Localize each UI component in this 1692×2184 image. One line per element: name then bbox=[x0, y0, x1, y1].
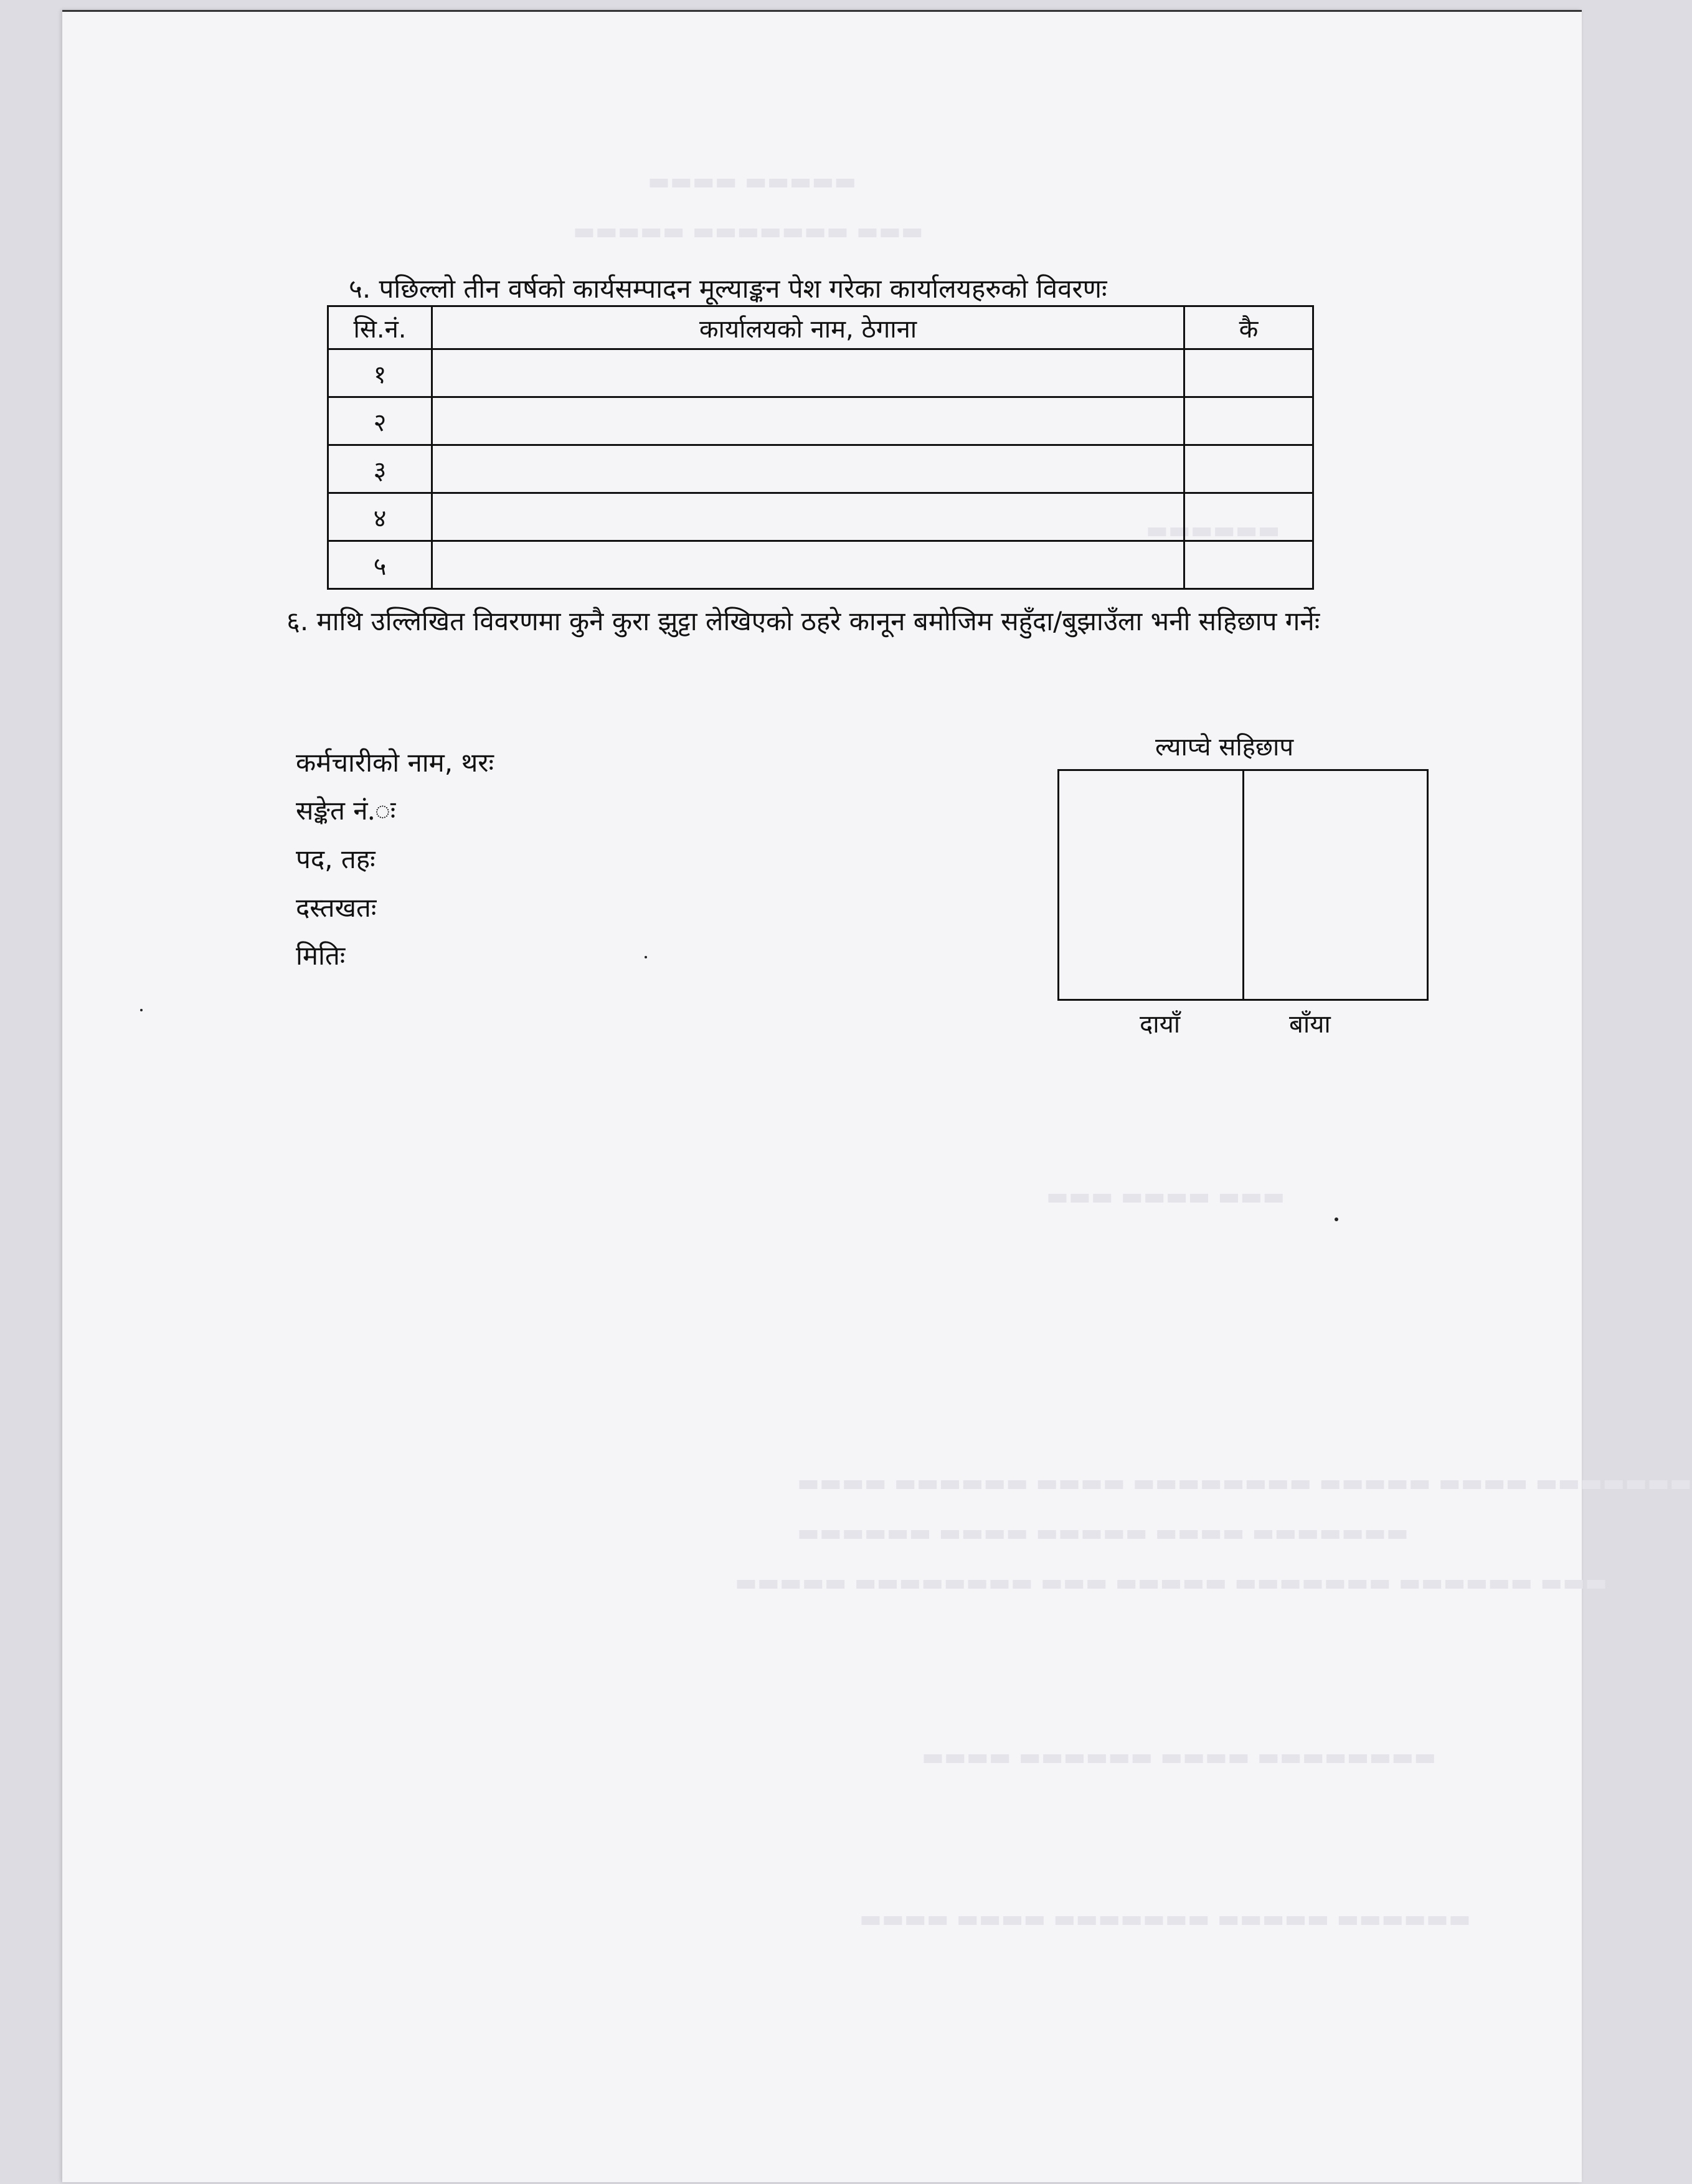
bleed-through-text: ▬▬▬▬ ▬▬▬▬ ▬▬▬▬▬▬▬ ▬▬▬▬▬ ▬▬▬▬▬▬ bbox=[859, 1905, 1471, 1932]
office-name-cell[interactable] bbox=[432, 445, 1184, 493]
serial-cell: १ bbox=[328, 349, 432, 397]
office-name-cell[interactable] bbox=[432, 541, 1184, 589]
bleed-through-text: ▬▬▬▬▬▬ ▬▬▬▬ ▬▬▬▬▬ ▬▬▬▬ ▬▬▬▬▬▬▬ bbox=[797, 1519, 1409, 1546]
section-6-declaration: ६. माथि उल्लिखित विवरणमा कुनै कुरा झुट्टा लेखिएको ठहरे कानून बमोजिम सहुँदा/बुझाउँला भनी सहिछाप गर्नेः bbox=[286, 606, 1320, 636]
table-row bbox=[328, 493, 1313, 541]
table-row bbox=[328, 445, 1313, 493]
bleed-through-text: ▬▬▬ ▬▬▬▬ ▬▬▬ bbox=[1046, 1183, 1285, 1210]
column-header-office-name-address: कार्यालयको नाम, ठेगाना bbox=[432, 306, 1184, 349]
left-thumb-label: बाँया bbox=[1289, 1010, 1331, 1039]
scan-speck bbox=[645, 956, 647, 958]
thumbprint-title: ल्याप्चे सहिछाप bbox=[1155, 733, 1294, 762]
remarks-cell[interactable] bbox=[1184, 349, 1313, 397]
remarks-cell[interactable] bbox=[1184, 445, 1313, 493]
office-name-cell[interactable] bbox=[432, 349, 1184, 397]
remarks-cell[interactable] bbox=[1184, 397, 1313, 445]
code-number-label: सङ्केत नं.ः bbox=[296, 795, 396, 826]
scan-speck bbox=[140, 1009, 143, 1011]
signature-label: दस्तखतः bbox=[296, 892, 377, 923]
serial-cell: ४ bbox=[328, 493, 432, 541]
section-5-heading: ५. पछिल्लो तीन वर्षको कार्यसम्पादन मूल्याङ्कन पेश गरेका कार्यालयहरुको विवरणः bbox=[349, 273, 1107, 304]
bleed-through-text: ▬▬▬▬ ▬▬▬▬▬▬ ▬▬▬▬ ▬▬▬▬▬▬▬▬ ▬▬▬▬▬ ▬▬▬▬ ▬▬▬▬▬▬▬ bbox=[797, 1469, 1692, 1496]
employee-name-label: कर्मचारीको नाम, थरः bbox=[296, 747, 494, 778]
bleed-through-text: ▬▬▬▬ ▬▬▬▬▬ bbox=[648, 168, 857, 195]
right-thumb-cell bbox=[1059, 771, 1242, 999]
remarks-cell[interactable] bbox=[1184, 541, 1313, 589]
remarks-cell[interactable] bbox=[1184, 493, 1313, 541]
left-thumb-cell bbox=[1242, 771, 1427, 999]
office-name-cell[interactable] bbox=[432, 397, 1184, 445]
table-row bbox=[328, 349, 1313, 397]
table-row bbox=[328, 541, 1313, 589]
column-header-remarks: कै bbox=[1184, 306, 1313, 349]
table-header-row bbox=[328, 306, 1313, 349]
post-level-label: पद, तहः bbox=[296, 844, 376, 874]
offices-table bbox=[327, 305, 1314, 590]
bleed-through-text: ▬▬▬▬▬ ▬▬▬▬▬▬▬ ▬▬▬ bbox=[573, 217, 924, 245]
bleed-through-text: ▬▬▬▬▬ ▬▬▬▬▬▬▬▬ ▬▬▬ ▬▬▬▬▬ ▬▬▬▬▬▬▬ ▬▬▬▬▬▬ ▬▬▬ bbox=[735, 1569, 1607, 1596]
date-label: मितिः bbox=[296, 940, 346, 971]
bleed-through-text: ▬▬▬▬▬▬ bbox=[1146, 516, 1280, 544]
scan-speck bbox=[1335, 1217, 1338, 1221]
table-row bbox=[328, 397, 1313, 445]
office-name-cell[interactable] bbox=[432, 493, 1184, 541]
serial-cell: ५ bbox=[328, 541, 432, 589]
thumbprint-box bbox=[1057, 769, 1429, 1001]
right-thumb-label: दायाँ bbox=[1140, 1010, 1181, 1039]
column-header-serial: सि.नं. bbox=[328, 306, 432, 349]
bleed-through-text: ▬▬▬▬ ▬▬▬▬▬▬ ▬▬▬▬ ▬▬▬▬▬▬▬▬ bbox=[922, 1743, 1437, 1770]
serial-cell: ३ bbox=[328, 445, 432, 493]
serial-cell: २ bbox=[328, 397, 432, 445]
